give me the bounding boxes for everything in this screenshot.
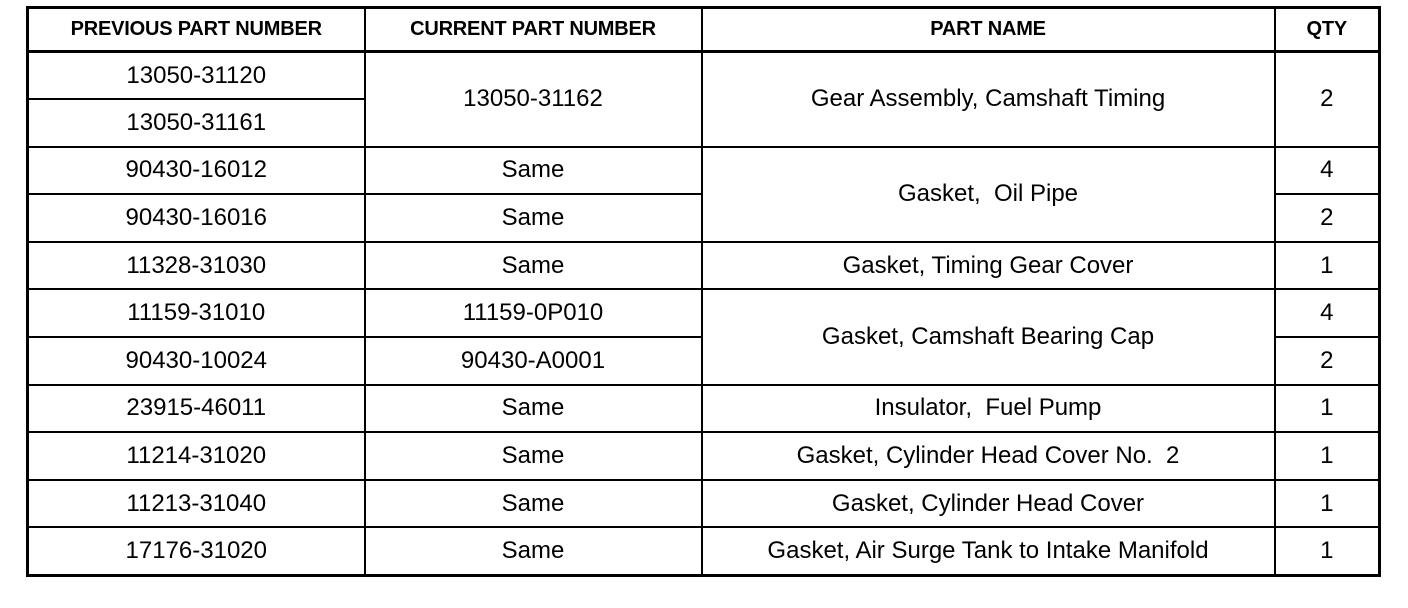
- part-name: Gasket, Cylinder Head Cover: [702, 480, 1275, 528]
- current-part-number: Same: [365, 527, 702, 575]
- qty: 2: [1275, 337, 1380, 385]
- table-row: [28, 432, 1380, 480]
- qty: 2: [1275, 52, 1380, 147]
- previous-part-number: 11328-31030: [28, 242, 365, 290]
- parts-table: [26, 6, 1381, 577]
- previous-part-number: 13050-31120: [28, 52, 365, 100]
- part-name: Gasket, Timing Gear Cover: [702, 242, 1275, 290]
- part-name: Gear Assembly, Camshaft Timing: [702, 52, 1275, 147]
- current-part-number: Same: [365, 242, 702, 290]
- current-part-number: 11159-0P010: [365, 289, 702, 337]
- previous-part-number: 11213-31040: [28, 480, 365, 528]
- previous-part-number: 23915-46011: [28, 385, 365, 433]
- table-row: [28, 52, 1380, 100]
- header-qty: QTY: [1275, 8, 1380, 52]
- previous-part-number: 11214-31020: [28, 432, 365, 480]
- qty: 4: [1275, 289, 1380, 337]
- current-part-number: 90430-A0001: [365, 337, 702, 385]
- table-row: [28, 385, 1380, 433]
- previous-part-number: 13050-31161: [28, 99, 365, 147]
- table-row: [28, 480, 1380, 528]
- current-part-number: Same: [365, 147, 702, 195]
- qty: 1: [1275, 242, 1380, 290]
- qty: 2: [1275, 194, 1380, 242]
- qty: 1: [1275, 527, 1380, 575]
- current-part-number: 13050-31162: [365, 52, 702, 147]
- previous-part-number: 90430-16012: [28, 147, 365, 195]
- qty: 1: [1275, 480, 1380, 528]
- previous-part-number: 11159-31010: [28, 289, 365, 337]
- part-name: Gasket, Oil Pipe: [702, 147, 1275, 242]
- current-part-number: Same: [365, 432, 702, 480]
- header-current-part-number: CURRENT PART NUMBER: [365, 8, 702, 52]
- header-row: [28, 8, 1380, 52]
- previous-part-number: 90430-10024: [28, 337, 365, 385]
- current-part-number: Same: [365, 385, 702, 433]
- part-name: Gasket, Cylinder Head Cover No. 2: [702, 432, 1275, 480]
- previous-part-number: 90430-16016: [28, 194, 365, 242]
- header-previous-part-number: PREVIOUS PART NUMBER: [28, 8, 365, 52]
- table-row: [28, 147, 1380, 195]
- qty: 4: [1275, 147, 1380, 195]
- current-part-number: Same: [365, 480, 702, 528]
- part-name: Gasket, Camshaft Bearing Cap: [702, 289, 1275, 384]
- current-part-number: Same: [365, 194, 702, 242]
- header-part-name: PART NAME: [702, 8, 1275, 52]
- qty: 1: [1275, 385, 1380, 433]
- qty: 1: [1275, 432, 1380, 480]
- previous-part-number: 17176-31020: [28, 527, 365, 575]
- table-row: [28, 527, 1380, 575]
- part-name: Gasket, Air Surge Tank to Intake Manifold: [702, 527, 1275, 575]
- table-row: [28, 289, 1380, 337]
- part-name: Insulator, Fuel Pump: [702, 385, 1275, 433]
- table-row: [28, 242, 1380, 290]
